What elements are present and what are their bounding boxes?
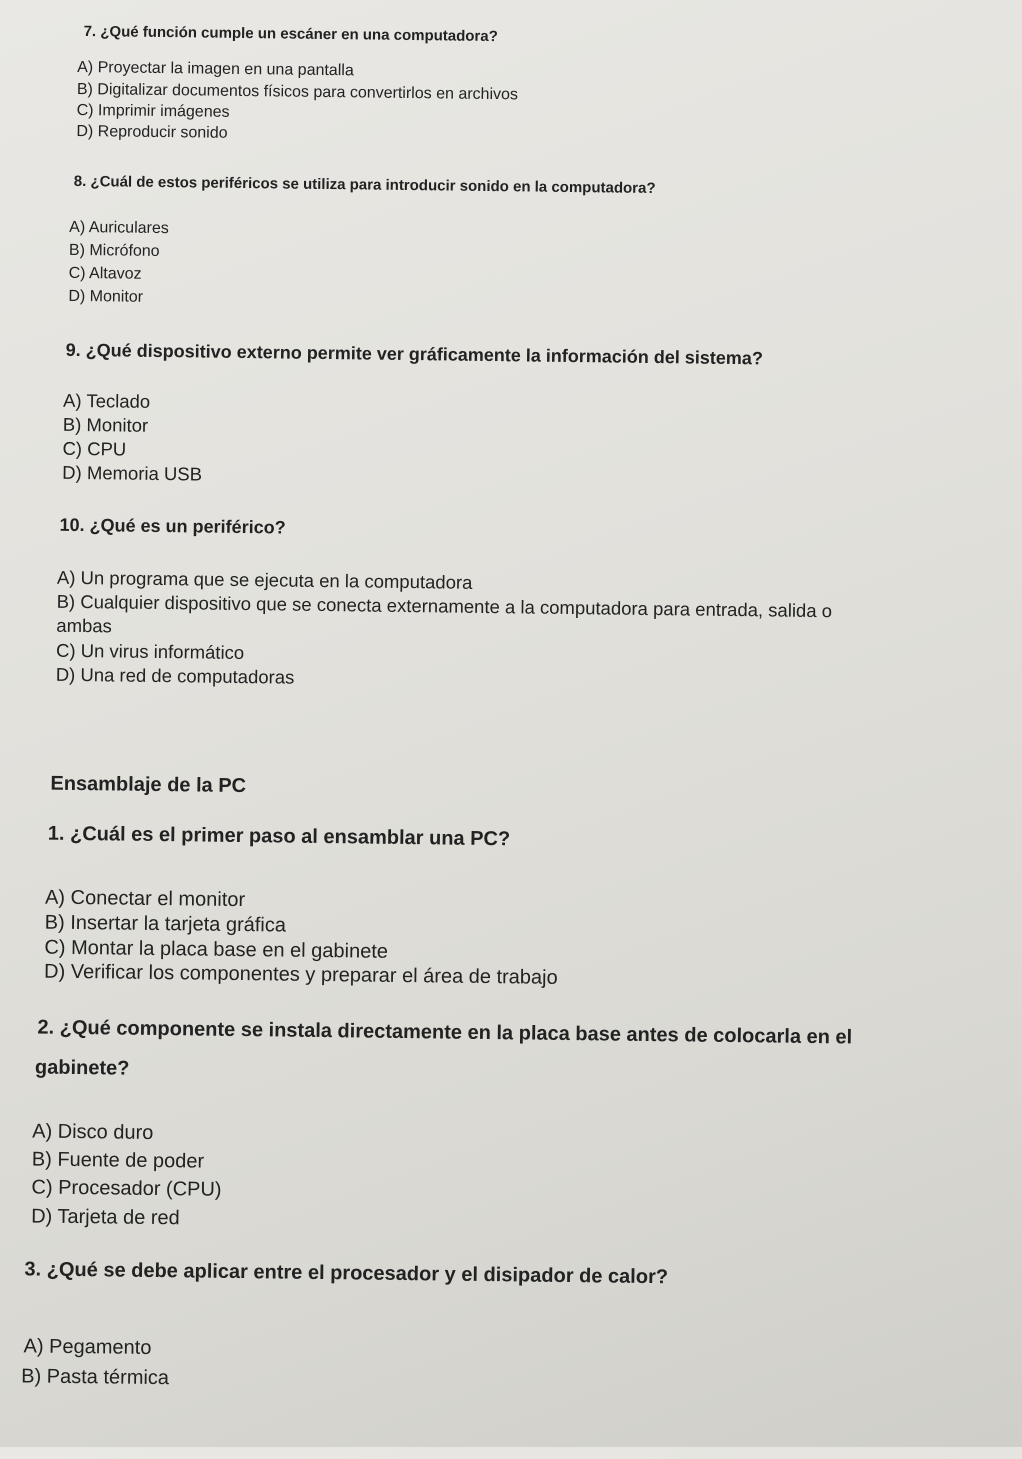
section-title: Ensamblaje de la PC xyxy=(50,772,247,798)
question-8-option-c: C) Altavoz xyxy=(68,264,142,283)
question-10-option-b-continued: ambas xyxy=(56,614,113,637)
question-7 xyxy=(0,0,1022,142)
question-9-text: 9. ¿Qué dispositivo externo permite ver gráficamente la información del sistema? xyxy=(65,339,764,369)
question-8-option-d: D) Monitor xyxy=(68,287,144,306)
question-10-option-d: D) Una red de computadoras xyxy=(55,663,295,688)
question-7-option-a: A) Proyectar la imagen en una pantalla xyxy=(77,58,354,80)
question-10-text: 10. ¿Qué es un periférico? xyxy=(59,514,286,538)
assembly-question-3-option-b: B) Pasta térmica xyxy=(21,1365,170,1390)
assembly-question-2-option-a: A) Disco duro xyxy=(32,1120,154,1144)
question-8-option-a: A) Auriculares xyxy=(69,218,169,238)
assembly-question-2-option-d: D) Tarjeta de red xyxy=(31,1205,180,1230)
question-9-option-a: A) Teclado xyxy=(62,389,151,412)
question-7-option-c: C) Imprimir imágenes xyxy=(76,101,230,121)
question-8-option-b: B) Micrófono xyxy=(68,241,160,260)
question-9-option-d: D) Memoria USB xyxy=(62,461,203,485)
assembly-question-1-option-d: D) Verificar los componentes y preparar el área de trabajo xyxy=(43,960,558,989)
assembly-question-2-option-c: C) Procesador (CPU) xyxy=(31,1176,222,1201)
assembly-question-3-text: 3. ¿Qué se debe aplicar entre el procesador y el disipador de calor? xyxy=(24,1258,669,1289)
question-9-option-b: B) Monitor xyxy=(62,413,149,436)
question-7-text: 7. ¿Qué función cumple un escáner en una computadora? xyxy=(83,23,498,46)
question-10-option-a: A) Un programa que se ejecuta en la computadora xyxy=(56,566,473,593)
assembly-question-3-option-a: A) Pegamento xyxy=(23,1335,152,1359)
assembly-question-2-option-b: B) Fuente de poder xyxy=(31,1148,205,1173)
question-7-option-d: D) Reproducir sonido xyxy=(76,122,228,142)
assembly-question-1-option-b: B) Insertar la tarjeta gráfica xyxy=(44,911,287,937)
question-10-option-b: B) Cualquier dispositivo que se conecta externamente a la computadora para entrada, salida o xyxy=(56,590,833,622)
assembly-question-2-text-line-1: 2. ¿Qué componente se instala directamente en la placa base antes de colocarla en el xyxy=(37,1016,853,1049)
assembly-question-2-text-line-2: gabinete? xyxy=(34,1056,130,1080)
assembly-question-1-text: 1. ¿Cuál es el primer paso al ensamblar una PC? xyxy=(47,822,511,851)
question-8-text: 8. ¿Cuál de estos periféricos se utiliza para introducir sonido en la computadora? xyxy=(73,172,656,198)
question-7-option-b: B) Digitalizar documentos físicos para convertirlos en archivos xyxy=(76,80,519,104)
assembly-question-1-option-c: C) Montar la placa base en el gabinete xyxy=(44,936,389,963)
question-9-option-c: C) CPU xyxy=(62,437,127,460)
assembly-question-1-option-a: A) Conectar el monitor xyxy=(44,886,246,912)
question-10-option-c: C) Un virus informático xyxy=(55,639,245,664)
